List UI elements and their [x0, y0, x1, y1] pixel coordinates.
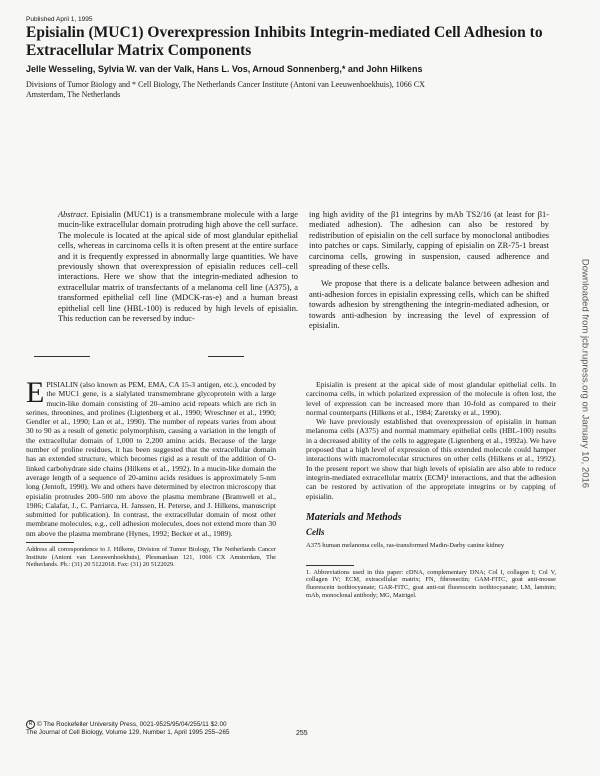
journal-citation: The Journal of Cell Biology, Volume 129, Number 1, April 1995 255–265: [26, 729, 230, 736]
download-watermark: [578, 210, 592, 540]
page-number: 255: [296, 730, 308, 737]
lead-smallcaps: PISIALIN: [46, 380, 78, 389]
body-paragraph-2: We have previously established that overexpression of episialin in human melanoma cells (A375) and normal mammary epithelial cells (HBL-100) results in a decreased ability of the cells to aggregate (Ligtenberg et al., 1992a). We have proposed that a high level of expression of this extended molecule could hamper interactions with macromolecular structures on other cells (Hilkens et al., 1992). In the present report we show that high levels of episialin are also able to reduce integrin-mediated extracellular matrix (ECM)¹ interactions, and that the adhesion can be restored by activation of the appropriate integrins or by capping of episialin.: [306, 417, 556, 501]
section-heading: Materials and Methods: [306, 511, 402, 523]
author-list: Jelle Wesseling, Sylvia W. van der Valk, Hans L. Vos, Arnoud Sonnenberg,* and John Hilkens: [26, 64, 423, 74]
body-paragraph-1: Episialin is present at the apical side of most glandular epithelial cells. In carcinoma cells, in which polarized expression of the molecule is often lost, the level of expression can be increased more than 10-fold as compared to their normal counterparts (Hilkens et al., 1984; Zaretsky et al., 1990).: [306, 380, 556, 417]
abstract-paragraph-1: ing high avidity of the β1 integrins by mAb TS2/16 (at least for β1-mediated adhesion). The adhesion can also be restored by redistribution of episialin on the cell surface by monoclonal antibodies into patches or caps. Similarly, capping of episialin on ZR-75-1 breast carcinoma cells, growing in suspension, caused adherence and spreading of these cells.: [309, 210, 549, 272]
correspondence-footnote: Address all correspondence to J. Hilkens, Division of Tumor Biology, The Netherlands Cancer Institute (Antoni van Leeuwenhoekhuis), Plesmanlaan 121, 1066 CX Amsterdam, The Netherlands. Ph.: (31) 20 5122018. Fax: (31) 20 5122029.: [26, 546, 276, 569]
download-watermark-text: Downloaded from jcb.rupress.org on January 10, 2016: [579, 258, 591, 489]
article-title: Episialin (MUC1) Overexpression Inhibits Integrin-mediated Cell Adhesion to Extracellular Matrix Components: [26, 24, 543, 59]
rockefeller-logo-icon: R: [26, 720, 35, 729]
footnote-divider: [26, 542, 74, 543]
abstract-label: Abstract.: [58, 210, 89, 219]
copyright-line: R © The Rockefeller University Press, 0021-9525/95/04/255/11 $2.00: [26, 720, 326, 729]
section-divider-left: [34, 356, 90, 357]
affiliation: Divisions of Tumor Biology and * Cell Biology, The Netherlands Cancer Institute (Antoni van Leeuwenhoekhuis), 1066 CX Amsterdam, The Netherlands: [26, 80, 425, 99]
body-right-column: [306, 380, 556, 599]
abstract-text-left: Episialin (MUC1) is a transmembrane molecule with a large mucin-like extracellular domain protruding high above the cell surface. The molecule is located at the apical side of most glandular epithelial cells, whereas in carcinoma cells it is often present at the entire surface and it is frequently expressed in abnormally large quantities. We have previously shown that overexpression of episialin reduces cell–cell interactions. Here we show that the integrin-mediated adhesion to extracellular matrix of transfectants of a melanoma cell line (A375), a transformed epithelial cell line (MDCK-ras-e) and a human breast epithelial cell line (HBL-100) is reduced by high levels of episialin. This reduction can be reversed by induc-: [58, 210, 298, 324]
drop-cap: E: [26, 376, 45, 409]
publication-date: Published April 1, 1995: [26, 16, 93, 23]
abbrev-divider: [306, 565, 354, 566]
intro-paragraph: [26, 376, 276, 538]
methods-text: A375 human melanoma cells, ras-transformed Madin-Darby canine kidney: [306, 542, 505, 550]
journal-footer: [26, 720, 326, 737]
abstract-right-column: [309, 210, 549, 331]
abbreviations-footnote: 1. Abbreviations used in this paper: cDNA, complementary DNA; Col I, collagen I; Col V, collagen IV; ECM, extracellular matrix; FN, fibronectin; GAM-FITC, goat anti-mouse fluorescein isothiocyanate; GAR-FITC, goat anti-rat fluorescein isothiocyanate; LM, laminin; mAb, monoclonal antibody; MG, Matrigel.: [306, 568, 556, 599]
subsection-heading: Cells: [306, 527, 325, 538]
abstract-paragraph-2: We propose that there is a delicate balance between adhesion and anti-adhesion forces in episialin expressing cells, which can be shifted towards adhesion by strengthening the integrin-mediated adhesion, or towards anti-adhesion by increasing the level of expression of episialin.: [309, 279, 549, 331]
section-divider-right: [208, 356, 244, 357]
intro-text: (also known as PEM, EMA, CA 15-3 antigen, etc.), encoded by the MUC1 gene, is a sialylated transmembrane glycoprotein with a large mucin-like domain consisting of 20–amino acid repeats which are rich in serines, threonines, and prolines (Ligtenberg et al., 1990; Wreschner et al., 1990; Gendler et al., 1990; Lan et al., 1990). The number of repeats varies from about 30 to 90 as a result of genetic polymorphism, causing a variation in the length of the extracellular domain of 1,000 to 2,200 amino acids. Because of the large number of proline residues, it has been suggested that the extracellular domain has an extended structure, which becomes rigid as a result of the addition of O-linked carbohydrate side chains (Hilkens et al., 1992). In a mucin-like domain the average length of a sequence of 20-amino acids residues is approximately 5-nm long (Jentoft, 1990). We and others have determined by electron microscopy that episialin protrudes 200–500 nm above the plasma membrane (Bramwell et al., 1986; Calafat, J., C. Parriarca, H. Janssen, H. Peterse, and J. Hilkens, manuscript submitted for publication). In contrast, the extracellular domain of most other membrane molecules, e.g., cell adhesion molecules, does not extend more than 30 nm above the plasma membrane (Hynes, 1992; Becker et al., 1989).: [26, 380, 276, 538]
body-left-column: [26, 376, 276, 569]
abstract-left-column: [58, 210, 298, 324]
